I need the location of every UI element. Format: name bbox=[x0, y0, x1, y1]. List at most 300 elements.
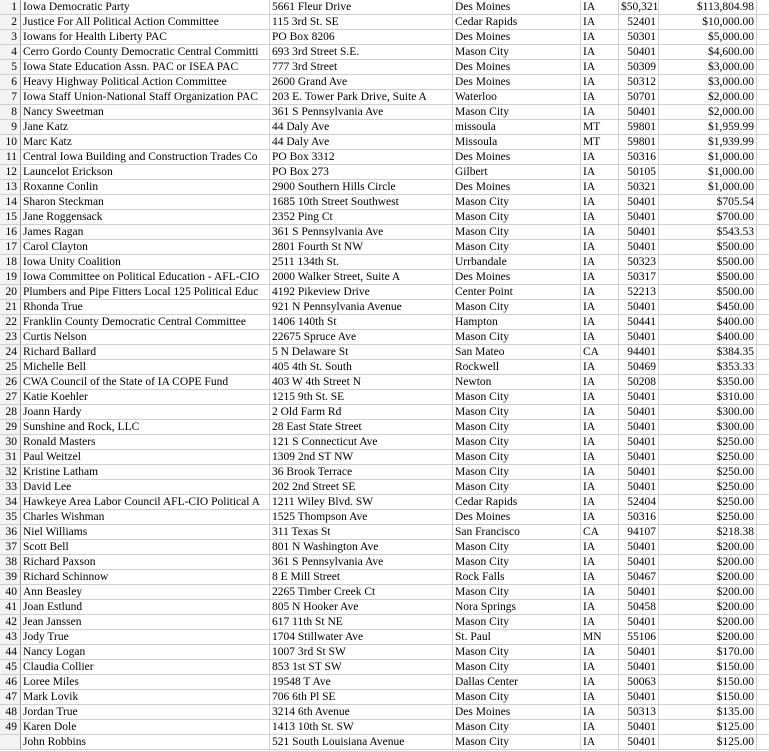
empty-cell[interactable] bbox=[757, 675, 769, 690]
address-cell[interactable]: 1007 3rd St SW bbox=[270, 645, 453, 660]
zip-cell[interactable]: 50401 bbox=[619, 195, 659, 210]
table-row[interactable] bbox=[0, 435, 769, 450]
address-cell[interactable]: 5661 Fleur Drive bbox=[270, 0, 453, 15]
state-cell[interactable]: IA bbox=[581, 585, 619, 600]
zip-cell[interactable]: 50401 bbox=[619, 330, 659, 345]
state-cell[interactable]: IA bbox=[581, 495, 619, 510]
address-cell[interactable]: 311 Texas St bbox=[270, 525, 453, 540]
zip-cell[interactable]: 59801 bbox=[619, 120, 659, 135]
table-row[interactable] bbox=[0, 30, 769, 45]
state-cell[interactable]: IA bbox=[581, 255, 619, 270]
empty-cell[interactable] bbox=[757, 480, 769, 495]
zip-cell[interactable]: 50458 bbox=[619, 600, 659, 615]
zip-cell[interactable]: 50401 bbox=[619, 45, 659, 60]
contributor-name-cell[interactable]: Iowa Democratic Party bbox=[21, 0, 270, 15]
empty-cell[interactable] bbox=[757, 390, 769, 405]
city-cell[interactable]: Center Point bbox=[453, 285, 581, 300]
contributor-name-cell[interactable]: Richard Ballard bbox=[21, 345, 270, 360]
state-cell[interactable]: MT bbox=[581, 135, 619, 150]
state-cell[interactable]: IA bbox=[581, 195, 619, 210]
contributor-name-cell[interactable]: Iowans for Health Liberty PAC bbox=[21, 30, 270, 45]
address-cell[interactable]: 361 S Pennsylvania Ave bbox=[270, 225, 453, 240]
amount-cell[interactable]: $150.00 bbox=[659, 690, 757, 705]
empty-cell[interactable] bbox=[757, 285, 769, 300]
zip-cell[interactable]: 50321 bbox=[619, 180, 659, 195]
city-cell[interactable]: Des Moines bbox=[453, 75, 581, 90]
table-row[interactable] bbox=[0, 165, 769, 180]
city-cell[interactable]: Des Moines bbox=[453, 0, 581, 15]
city-cell[interactable]: Mason City bbox=[453, 435, 581, 450]
amount-cell[interactable]: $4,600.00 bbox=[659, 45, 757, 60]
contributor-name-cell[interactable]: Rhonda True bbox=[21, 300, 270, 315]
contributor-name-cell[interactable]: Carol Clayton bbox=[21, 240, 270, 255]
table-row[interactable] bbox=[0, 195, 769, 210]
table-row[interactable] bbox=[0, 480, 769, 495]
amount-cell[interactable]: $250.00 bbox=[659, 435, 757, 450]
address-cell[interactable]: 2265 Timber Creek Ct bbox=[270, 585, 453, 600]
city-cell[interactable]: Mason City bbox=[453, 105, 581, 120]
contributor-name-cell[interactable]: Curtis Nelson bbox=[21, 330, 270, 345]
zip-cell[interactable]: 52213 bbox=[619, 285, 659, 300]
state-cell[interactable]: IA bbox=[581, 330, 619, 345]
zip-cell[interactable]: 50401 bbox=[619, 645, 659, 660]
table-row[interactable] bbox=[0, 660, 769, 675]
contributor-name-cell[interactable]: Katie Koehler bbox=[21, 390, 270, 405]
amount-cell[interactable]: $2,000.00 bbox=[659, 90, 757, 105]
city-cell[interactable]: Mason City bbox=[453, 660, 581, 675]
empty-cell[interactable] bbox=[757, 165, 769, 180]
address-cell[interactable]: 521 South Louisiana Avenue bbox=[270, 735, 453, 750]
empty-cell[interactable] bbox=[757, 240, 769, 255]
zip-cell[interactable]: 50401 bbox=[619, 585, 659, 600]
zip-cell[interactable]: 55106 bbox=[619, 630, 659, 645]
amount-cell[interactable]: $2,000.00 bbox=[659, 105, 757, 120]
empty-cell[interactable] bbox=[757, 75, 769, 90]
amount-cell[interactable]: $200.00 bbox=[659, 555, 757, 570]
amount-cell[interactable]: $218.38 bbox=[659, 525, 757, 540]
address-cell[interactable]: PO Box 273 bbox=[270, 165, 453, 180]
address-cell[interactable]: 1413 10th St. SW bbox=[270, 720, 453, 735]
amount-cell[interactable]: $1,959.99 bbox=[659, 120, 757, 135]
table-row[interactable] bbox=[0, 585, 769, 600]
state-cell[interactable]: IA bbox=[581, 45, 619, 60]
table-row[interactable] bbox=[0, 330, 769, 345]
amount-cell[interactable]: $300.00 bbox=[659, 405, 757, 420]
address-cell[interactable]: 202 2nd Street SE bbox=[270, 480, 453, 495]
city-cell[interactable]: St. Paul bbox=[453, 630, 581, 645]
state-cell[interactable]: IA bbox=[581, 240, 619, 255]
city-cell[interactable]: Missoula bbox=[453, 135, 581, 150]
address-cell[interactable]: 3214 6th Avenue bbox=[270, 705, 453, 720]
table-row[interactable] bbox=[0, 645, 769, 660]
address-cell[interactable]: 2352 Ping Ct bbox=[270, 210, 453, 225]
contributor-name-cell[interactable]: Jean Janssen bbox=[21, 615, 270, 630]
table-row[interactable] bbox=[0, 390, 769, 405]
city-cell[interactable]: Mason City bbox=[453, 720, 581, 735]
contributor-name-cell[interactable]: Scott Bell bbox=[21, 540, 270, 555]
zip-cell[interactable]: 50316 bbox=[619, 150, 659, 165]
empty-cell[interactable] bbox=[757, 585, 769, 600]
table-row[interactable] bbox=[0, 540, 769, 555]
table-row[interactable] bbox=[0, 90, 769, 105]
table-row[interactable] bbox=[0, 285, 769, 300]
state-cell[interactable]: IA bbox=[581, 315, 619, 330]
amount-cell[interactable]: $400.00 bbox=[659, 315, 757, 330]
state-cell[interactable]: IA bbox=[581, 420, 619, 435]
table-row[interactable] bbox=[0, 705, 769, 720]
amount-cell[interactable]: $543.53 bbox=[659, 225, 757, 240]
city-cell[interactable]: Mason City bbox=[453, 420, 581, 435]
zip-cell[interactable]: 50467 bbox=[619, 570, 659, 585]
contributor-name-cell[interactable]: Charles Wishman bbox=[21, 510, 270, 525]
city-cell[interactable]: Des Moines bbox=[453, 705, 581, 720]
contributor-name-cell[interactable]: Central Iowa Building and Construction Trades Co bbox=[21, 150, 270, 165]
state-cell[interactable]: CA bbox=[581, 525, 619, 540]
contributor-name-cell[interactable]: Cerro Gordo County Democratic Central Committi bbox=[21, 45, 270, 60]
city-cell[interactable]: Mason City bbox=[453, 465, 581, 480]
empty-cell[interactable] bbox=[757, 570, 769, 585]
contributor-name-cell[interactable]: Marc Katz bbox=[21, 135, 270, 150]
table-row[interactable] bbox=[0, 675, 769, 690]
state-cell[interactable]: MN bbox=[581, 630, 619, 645]
empty-cell[interactable] bbox=[757, 225, 769, 240]
address-cell[interactable]: 5 N Delaware St bbox=[270, 345, 453, 360]
table-row[interactable] bbox=[0, 225, 769, 240]
amount-cell[interactable]: $3,000.00 bbox=[659, 60, 757, 75]
zip-cell[interactable]: 50312 bbox=[619, 75, 659, 90]
amount-cell[interactable]: $1,000.00 bbox=[659, 150, 757, 165]
state-cell[interactable]: IA bbox=[581, 570, 619, 585]
table-row[interactable] bbox=[0, 135, 769, 150]
empty-cell[interactable] bbox=[757, 615, 769, 630]
amount-cell[interactable]: $200.00 bbox=[659, 585, 757, 600]
contributor-name-cell[interactable]: Heavy Highway Political Action Committee bbox=[21, 75, 270, 90]
zip-cell[interactable]: 94401 bbox=[619, 345, 659, 360]
table-row[interactable] bbox=[0, 615, 769, 630]
amount-cell[interactable]: $705.54 bbox=[659, 195, 757, 210]
contributor-name-cell[interactable]: Jane Roggensack bbox=[21, 210, 270, 225]
city-cell[interactable]: Mason City bbox=[453, 645, 581, 660]
amount-cell[interactable]: $3,000.00 bbox=[659, 75, 757, 90]
amount-cell[interactable]: $5,000.00 bbox=[659, 30, 757, 45]
table-row[interactable] bbox=[0, 45, 769, 60]
address-cell[interactable]: 1215 9th St. SE bbox=[270, 390, 453, 405]
city-cell[interactable]: Mason City bbox=[453, 210, 581, 225]
empty-cell[interactable] bbox=[757, 360, 769, 375]
contributor-name-cell[interactable]: Ronald Masters bbox=[21, 435, 270, 450]
amount-cell[interactable]: $200.00 bbox=[659, 540, 757, 555]
state-cell[interactable]: IA bbox=[581, 450, 619, 465]
zip-cell[interactable]: 50441 bbox=[619, 315, 659, 330]
contributor-name-cell[interactable]: Karen Dole bbox=[21, 720, 270, 735]
table-row[interactable] bbox=[0, 360, 769, 375]
amount-cell[interactable]: $300.00 bbox=[659, 420, 757, 435]
amount-cell[interactable]: $1,000.00 bbox=[659, 180, 757, 195]
empty-cell[interactable] bbox=[757, 735, 769, 750]
state-cell[interactable]: IA bbox=[581, 90, 619, 105]
table-row[interactable] bbox=[0, 630, 769, 645]
state-cell[interactable]: IA bbox=[581, 555, 619, 570]
amount-cell[interactable]: $250.00 bbox=[659, 480, 757, 495]
empty-cell[interactable] bbox=[757, 705, 769, 720]
contributor-name-cell[interactable]: Kristine Latham bbox=[21, 465, 270, 480]
state-cell[interactable]: IA bbox=[581, 360, 619, 375]
contributor-name-cell[interactable]: Launcelot Erickson bbox=[21, 165, 270, 180]
contributor-name-cell[interactable]: Iowa Unity Coalition bbox=[21, 255, 270, 270]
contributor-name-cell[interactable]: Joann Hardy bbox=[21, 405, 270, 420]
empty-cell[interactable] bbox=[757, 0, 769, 15]
table-row[interactable] bbox=[0, 255, 769, 270]
amount-cell[interactable]: $250.00 bbox=[659, 495, 757, 510]
amount-cell[interactable]: $400.00 bbox=[659, 330, 757, 345]
state-cell[interactable]: IA bbox=[581, 150, 619, 165]
zip-cell[interactable]: 50401 bbox=[619, 300, 659, 315]
address-cell[interactable]: 2000 Walker Street, Suite A bbox=[270, 270, 453, 285]
address-cell[interactable]: 801 N Washington Ave bbox=[270, 540, 453, 555]
contributor-name-cell[interactable]: Sharon Steckman bbox=[21, 195, 270, 210]
state-cell[interactable]: IA bbox=[581, 75, 619, 90]
city-cell[interactable]: Mason City bbox=[453, 225, 581, 240]
contributor-name-cell[interactable]: Jane Katz bbox=[21, 120, 270, 135]
address-cell[interactable]: 2900 Southern Hills Circle bbox=[270, 180, 453, 195]
contributor-name-cell[interactable]: John Robbins bbox=[21, 735, 270, 750]
amount-cell[interactable]: $200.00 bbox=[659, 615, 757, 630]
empty-cell[interactable] bbox=[757, 180, 769, 195]
contributor-name-cell[interactable]: Nancy Sweetman bbox=[21, 105, 270, 120]
table-row[interactable] bbox=[0, 405, 769, 420]
state-cell[interactable]: IA bbox=[581, 645, 619, 660]
contributor-name-cell[interactable]: Plumbers and Pipe Fitters Local 125 Political Educ bbox=[21, 285, 270, 300]
amount-cell[interactable]: $150.00 bbox=[659, 660, 757, 675]
state-cell[interactable]: IA bbox=[581, 165, 619, 180]
state-cell[interactable]: IA bbox=[581, 285, 619, 300]
empty-cell[interactable] bbox=[757, 150, 769, 165]
contributor-name-cell[interactable]: Richard Paxson bbox=[21, 555, 270, 570]
contributor-name-cell[interactable]: Iowa Staff Union-National Staff Organization PAC bbox=[21, 90, 270, 105]
table-row[interactable] bbox=[0, 720, 769, 735]
amount-cell[interactable]: $250.00 bbox=[659, 465, 757, 480]
address-cell[interactable]: 121 S Connecticut Ave bbox=[270, 435, 453, 450]
zip-cell[interactable]: 50313 bbox=[619, 705, 659, 720]
city-cell[interactable]: Hampton bbox=[453, 315, 581, 330]
empty-cell[interactable] bbox=[757, 660, 769, 675]
zip-cell[interactable]: 50401 bbox=[619, 240, 659, 255]
zip-cell[interactable]: 50401 bbox=[619, 225, 659, 240]
state-cell[interactable]: IA bbox=[581, 210, 619, 225]
zip-cell[interactable]: 50401 bbox=[619, 690, 659, 705]
address-cell[interactable]: 921 N Pennsylvania Avenue bbox=[270, 300, 453, 315]
address-cell[interactable]: 2 Old Farm Rd bbox=[270, 405, 453, 420]
empty-cell[interactable] bbox=[757, 375, 769, 390]
empty-cell[interactable] bbox=[757, 405, 769, 420]
address-cell[interactable]: 44 Daly Ave bbox=[270, 120, 453, 135]
contributor-name-cell[interactable]: Claudia Collier bbox=[21, 660, 270, 675]
address-cell[interactable]: 805 N Hooker Ave bbox=[270, 600, 453, 615]
zip-cell[interactable]: 50401 bbox=[619, 480, 659, 495]
table-row[interactable] bbox=[0, 555, 769, 570]
zip-cell[interactable]: 50401 bbox=[619, 435, 659, 450]
city-cell[interactable]: Des Moines bbox=[453, 180, 581, 195]
table-row[interactable] bbox=[0, 510, 769, 525]
city-cell[interactable]: Mason City bbox=[453, 555, 581, 570]
amount-cell[interactable]: $450.00 bbox=[659, 300, 757, 315]
table-row[interactable] bbox=[0, 180, 769, 195]
city-cell[interactable]: missoula bbox=[453, 120, 581, 135]
table-row[interactable] bbox=[0, 0, 769, 15]
amount-cell[interactable]: $500.00 bbox=[659, 270, 757, 285]
zip-cell[interactable]: 50401 bbox=[619, 420, 659, 435]
address-cell[interactable]: 1704 Stillwater Ave bbox=[270, 630, 453, 645]
contributor-name-cell[interactable]: Mark Lovik bbox=[21, 690, 270, 705]
amount-cell[interactable]: $310.00 bbox=[659, 390, 757, 405]
state-cell[interactable]: IA bbox=[581, 105, 619, 120]
zip-cell[interactable]: 50401 bbox=[619, 555, 659, 570]
contributor-name-cell[interactable]: David Lee bbox=[21, 480, 270, 495]
empty-cell[interactable] bbox=[757, 540, 769, 555]
zip-cell[interactable]: 50401 bbox=[619, 465, 659, 480]
table-row[interactable] bbox=[0, 15, 769, 30]
empty-cell[interactable] bbox=[757, 315, 769, 330]
contributor-name-cell[interactable]: Michelle Bell bbox=[21, 360, 270, 375]
contributor-name-cell[interactable]: Loree Miles bbox=[21, 675, 270, 690]
contributor-name-cell[interactable]: James Ragan bbox=[21, 225, 270, 240]
zip-cell[interactable]: 50401 bbox=[619, 720, 659, 735]
state-cell[interactable]: IA bbox=[581, 375, 619, 390]
zip-cell[interactable]: 50469 bbox=[619, 360, 659, 375]
state-cell[interactable]: IA bbox=[581, 540, 619, 555]
address-cell[interactable]: 1685 10th Street Southwest bbox=[270, 195, 453, 210]
city-cell[interactable]: Mason City bbox=[453, 585, 581, 600]
state-cell[interactable]: IA bbox=[581, 675, 619, 690]
amount-cell[interactable]: $353.33 bbox=[659, 360, 757, 375]
address-cell[interactable]: 1406 140th St bbox=[270, 315, 453, 330]
address-cell[interactable]: 693 3rd Street S.E. bbox=[270, 45, 453, 60]
address-cell[interactable]: PO Box 3312 bbox=[270, 150, 453, 165]
amount-cell[interactable]: $200.00 bbox=[659, 570, 757, 585]
contributor-name-cell[interactable]: Roxanne Conlin bbox=[21, 180, 270, 195]
table-row[interactable] bbox=[0, 315, 769, 330]
state-cell[interactable]: IA bbox=[581, 405, 619, 420]
contributor-name-cell[interactable]: Justice For All Political Action Committee bbox=[21, 15, 270, 30]
zip-cell[interactable]: 50401 bbox=[619, 660, 659, 675]
zip-cell[interactable]: 50401 bbox=[619, 210, 659, 225]
address-cell[interactable]: 115 3rd St. SE bbox=[270, 15, 453, 30]
city-cell[interactable]: Dallas Center bbox=[453, 675, 581, 690]
city-cell[interactable]: Des Moines bbox=[453, 60, 581, 75]
city-cell[interactable]: Mason City bbox=[453, 615, 581, 630]
zip-cell[interactable]: 50063 bbox=[619, 675, 659, 690]
zip-cell[interactable]: 50309 bbox=[619, 60, 659, 75]
empty-cell[interactable] bbox=[757, 210, 769, 225]
amount-cell[interactable]: $125.00 bbox=[659, 735, 757, 750]
empty-cell[interactable] bbox=[757, 435, 769, 450]
empty-cell[interactable] bbox=[757, 525, 769, 540]
zip-cell[interactable]: 52404 bbox=[619, 495, 659, 510]
city-cell[interactable]: Mason City bbox=[453, 390, 581, 405]
city-cell[interactable]: Des Moines bbox=[453, 150, 581, 165]
amount-cell[interactable]: $500.00 bbox=[659, 240, 757, 255]
empty-cell[interactable] bbox=[757, 510, 769, 525]
contributor-name-cell[interactable]: Ann Beasley bbox=[21, 585, 270, 600]
state-cell[interactable]: IA bbox=[581, 30, 619, 45]
table-row[interactable] bbox=[0, 105, 769, 120]
amount-cell[interactable]: $250.00 bbox=[659, 450, 757, 465]
city-cell[interactable]: Mason City bbox=[453, 195, 581, 210]
city-cell[interactable]: Mason City bbox=[453, 540, 581, 555]
amount-cell[interactable]: $250.00 bbox=[659, 510, 757, 525]
state-cell[interactable]: IA bbox=[581, 690, 619, 705]
address-cell[interactable]: 853 1st ST SW bbox=[270, 660, 453, 675]
amount-cell[interactable]: $150.00 bbox=[659, 675, 757, 690]
address-cell[interactable]: 8 E Mill Street bbox=[270, 570, 453, 585]
empty-cell[interactable] bbox=[757, 255, 769, 270]
zip-cell[interactable]: 50105 bbox=[619, 165, 659, 180]
state-cell[interactable]: IA bbox=[581, 615, 619, 630]
empty-cell[interactable] bbox=[757, 630, 769, 645]
state-cell[interactable]: IA bbox=[581, 720, 619, 735]
contributor-name-cell[interactable]: Jordan True bbox=[21, 705, 270, 720]
table-row[interactable] bbox=[0, 600, 769, 615]
amount-cell[interactable]: $500.00 bbox=[659, 255, 757, 270]
empty-cell[interactable] bbox=[757, 420, 769, 435]
address-cell[interactable]: 19548 T Ave bbox=[270, 675, 453, 690]
table-row[interactable] bbox=[0, 465, 769, 480]
city-cell[interactable]: Mason City bbox=[453, 480, 581, 495]
address-cell[interactable]: 403 W 4th Street N bbox=[270, 375, 453, 390]
contributor-name-cell[interactable]: Franklin County Democratic Central Committee bbox=[21, 315, 270, 330]
address-cell[interactable]: 44 Daly Ave bbox=[270, 135, 453, 150]
contributor-name-cell[interactable]: Paul Weitzel bbox=[21, 450, 270, 465]
city-cell[interactable]: Urrbandale bbox=[453, 255, 581, 270]
empty-cell[interactable] bbox=[757, 60, 769, 75]
table-row[interactable] bbox=[0, 300, 769, 315]
contributor-name-cell[interactable]: Nancy Logan bbox=[21, 645, 270, 660]
amount-cell[interactable]: $1,000.00 bbox=[659, 165, 757, 180]
state-cell[interactable]: IA bbox=[581, 735, 619, 750]
city-cell[interactable]: Mason City bbox=[453, 330, 581, 345]
city-cell[interactable]: Waterloo bbox=[453, 90, 581, 105]
address-cell[interactable]: 1211 Wiley Blvd. SW bbox=[270, 495, 453, 510]
zip-cell[interactable]: 50401 bbox=[619, 390, 659, 405]
state-cell[interactable]: IA bbox=[581, 510, 619, 525]
table-row[interactable] bbox=[0, 525, 769, 540]
empty-cell[interactable] bbox=[757, 495, 769, 510]
state-cell[interactable]: IA bbox=[581, 15, 619, 30]
table-row[interactable] bbox=[0, 210, 769, 225]
zip-cell[interactable]: 50317 bbox=[619, 270, 659, 285]
state-cell[interactable]: IA bbox=[581, 60, 619, 75]
address-cell[interactable]: 706 6th Pl SE bbox=[270, 690, 453, 705]
empty-cell[interactable] bbox=[757, 105, 769, 120]
zip-cell[interactable]: 50401 bbox=[619, 540, 659, 555]
empty-cell[interactable] bbox=[757, 120, 769, 135]
table-row[interactable] bbox=[0, 150, 769, 165]
amount-cell[interactable]: $200.00 bbox=[659, 600, 757, 615]
address-cell[interactable]: 1309 2nd ST NW bbox=[270, 450, 453, 465]
amount-cell[interactable]: $135.00 bbox=[659, 705, 757, 720]
table-row[interactable] bbox=[0, 60, 769, 75]
address-cell[interactable]: 2600 Grand Ave bbox=[270, 75, 453, 90]
table-row[interactable] bbox=[0, 120, 769, 135]
state-cell[interactable]: IA bbox=[581, 465, 619, 480]
zip-cell[interactable]: 50401 bbox=[619, 105, 659, 120]
city-cell[interactable]: Rock Falls bbox=[453, 570, 581, 585]
address-cell[interactable]: 2511 134th St. bbox=[270, 255, 453, 270]
empty-cell[interactable] bbox=[757, 600, 769, 615]
city-cell[interactable]: Mason City bbox=[453, 690, 581, 705]
empty-cell[interactable] bbox=[757, 645, 769, 660]
contributor-name-cell[interactable]: Niel Williams bbox=[21, 525, 270, 540]
